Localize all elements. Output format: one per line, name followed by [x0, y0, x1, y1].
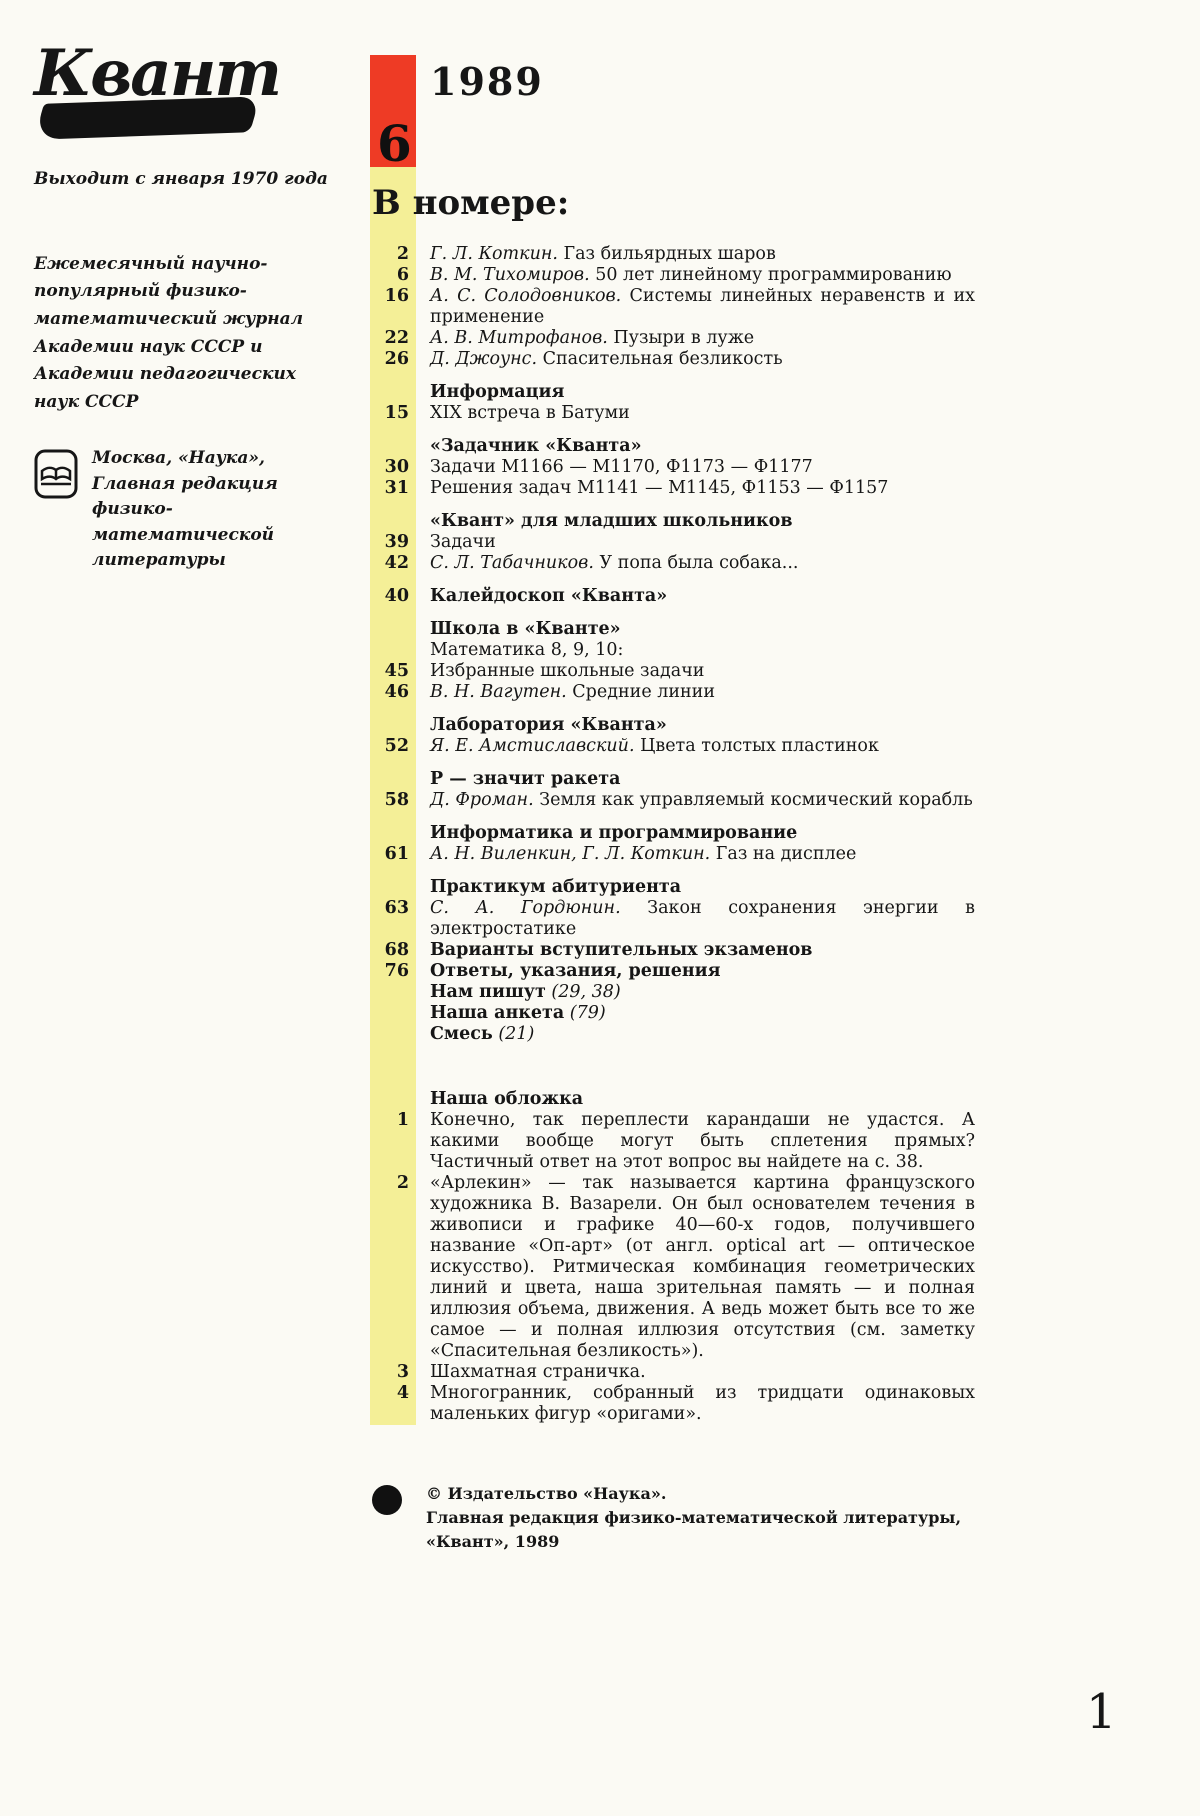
toc-entry — [370, 961, 975, 982]
toc-page-ref: 16 — [384, 285, 409, 306]
toc-entry — [370, 844, 975, 865]
toc-page-ref: 22 — [384, 327, 409, 348]
toc-entry — [370, 1110, 975, 1173]
toc-section — [370, 511, 975, 574]
toc-entry-text — [430, 940, 975, 961]
toc-page-note: (21) — [492, 1023, 535, 1044]
issue-year: 1989 — [430, 59, 544, 104]
toc-entry — [370, 823, 975, 844]
toc-author: Д. Джоунс. — [430, 348, 543, 369]
toc-page-note: (79) — [564, 1002, 606, 1023]
toc-entry — [370, 1089, 975, 1110]
copyright-line: © Издательство «Наука». — [426, 1484, 667, 1503]
toc-title-text: У попа была собака... — [599, 552, 799, 573]
issue-number-box — [370, 55, 416, 173]
toc-title-text: Смесь — [430, 1023, 493, 1044]
toc-page-ref: 4 — [396, 1382, 409, 1403]
toc-entry-text — [430, 478, 975, 499]
toc-section — [370, 769, 975, 811]
toc-author: А. С. Солодовников. — [430, 285, 630, 306]
toc-entry-text — [430, 457, 975, 478]
toc-author: В. М. Тихомиров. — [430, 264, 596, 285]
toc-section-heading — [430, 823, 975, 844]
toc-section — [370, 715, 975, 757]
toc-author: Г. Л. Коткин. — [430, 243, 564, 264]
toc-page-ref: 46 — [384, 681, 409, 702]
toc-section-heading — [430, 877, 975, 898]
toc-entry — [370, 769, 975, 790]
toc-title-text: XIX встреча в Батуми — [430, 402, 630, 423]
imprint-text — [426, 1482, 1012, 1554]
toc-title-text: Калейдоскоп «Кванта» — [430, 585, 668, 606]
toc-entry-text — [430, 532, 975, 553]
toc-page-ref: 15 — [384, 402, 409, 423]
toc-entry — [370, 286, 975, 328]
toc-entry — [370, 1024, 975, 1045]
toc-title-text: 50 лет линейному программированию — [595, 264, 952, 285]
published-since-line: Выходит с января 1970 года — [34, 169, 328, 189]
toc-title-text: «Квант» для младших школьников — [430, 510, 793, 531]
toc-entry — [370, 640, 975, 661]
toc-title-text: Нам пишут — [430, 981, 546, 1002]
toc-entry-text — [430, 286, 975, 328]
toc-section-heading — [430, 382, 975, 403]
toc-page-ref: 2 — [396, 243, 409, 264]
toc-author: С. А. Гордюнин. — [430, 897, 648, 918]
toc-section — [370, 244, 975, 370]
toc-page-note: (29, 38) — [545, 981, 621, 1002]
toc-entry-text — [430, 961, 975, 982]
bullet-circle — [372, 1485, 402, 1515]
page-number: 1 — [1086, 1684, 1117, 1740]
toc-author: Д. Фроман. — [430, 789, 540, 810]
issue-number: 6 — [377, 114, 412, 173]
toc-entry-text — [430, 790, 975, 811]
toc-title-text: Наша обложка — [430, 1088, 584, 1109]
toc-entry — [370, 1383, 975, 1425]
toc-title-text: Задачи М1166 — М1170, Ф1173 — Ф1177 — [430, 456, 813, 477]
imprint — [372, 1482, 1012, 1554]
toc-entry-text — [430, 328, 975, 349]
toc-entry — [370, 982, 975, 1003]
toc-entry — [370, 328, 975, 349]
toc-entry — [370, 715, 975, 736]
toc-entry — [370, 532, 975, 553]
toc-title: В номере: — [372, 183, 570, 223]
toc-entry-text — [430, 349, 975, 370]
toc-entry — [370, 553, 975, 574]
toc-entry — [370, 661, 975, 682]
toc-entry-text — [430, 898, 975, 940]
toc-section-cover — [370, 1089, 975, 1425]
toc-page-ref: 39 — [384, 531, 409, 552]
toc-section — [370, 877, 975, 1045]
toc-title-text: Избранные школьные задачи — [430, 660, 705, 681]
toc-title-text: Закон сохранения энергии в электростатике — [430, 897, 975, 939]
toc-entry-text — [430, 403, 975, 424]
toc-title-text: Лаборатория «Кванта» — [430, 714, 667, 735]
toc-title-text: Системы линейных неравенств и их применение — [430, 285, 975, 327]
toc-entry-text — [430, 553, 975, 574]
toc-entry — [370, 877, 975, 898]
masthead — [34, 36, 336, 574]
toc-section — [370, 436, 975, 499]
toc-entry — [370, 478, 975, 499]
toc-entry-text — [430, 586, 975, 607]
redaction-line: Главная редакция физико-математической литературы, «Квант», 1989 — [426, 1508, 962, 1551]
toc-section-heading — [430, 619, 975, 640]
toc-page-ref: 42 — [384, 552, 409, 573]
toc-title-text: Варианты вступительных экзаменов — [430, 939, 813, 960]
toc-list — [370, 244, 975, 1425]
toc-page-ref: 63 — [384, 897, 409, 918]
toc-page-ref: 40 — [384, 585, 409, 606]
toc-entry — [370, 511, 975, 532]
toc-entry — [370, 898, 975, 940]
toc-entry-text — [430, 661, 975, 682]
toc-entry — [370, 940, 975, 961]
toc-entry-text — [430, 1110, 975, 1173]
toc-entry — [370, 682, 975, 703]
toc-entry — [370, 382, 975, 403]
toc-page-ref: 30 — [384, 456, 409, 477]
toc-title-text: Практикум абитуриента — [430, 876, 682, 897]
toc-title-text: Школа в «Кванте» — [430, 618, 621, 639]
toc-entry-text — [430, 640, 975, 661]
toc-title-text: Решения задач М1141 — М1145, Ф1153 — Ф1157 — [430, 477, 889, 498]
toc-page-ref: 52 — [384, 735, 409, 756]
toc-section-heading — [430, 982, 975, 1003]
toc-page-ref: 6 — [396, 264, 409, 285]
toc-author: А. Н. Виленкин, Г. Л. Коткин. — [430, 843, 716, 864]
toc-entry — [370, 736, 975, 757]
toc-entry — [370, 790, 975, 811]
toc-entry — [370, 403, 975, 424]
toc-entry — [370, 244, 975, 265]
toc-title-text: Средние линии — [572, 681, 716, 702]
toc-page-ref: 76 — [384, 960, 409, 981]
toc-section-heading — [430, 1003, 975, 1024]
toc-section-heading — [430, 511, 975, 532]
toc-title-text: Конечно, так переплести карандаши не удастся. А какими вообще могут быть сплетения прямых? Частичный ответ на этот вопрос вы найдете на с. 38. — [430, 1109, 975, 1172]
toc-section-heading — [430, 1089, 975, 1110]
toc-author: С. Л. Табачников. — [430, 552, 600, 573]
toc-page-ref: 26 — [384, 348, 409, 369]
toc-section-heading — [430, 715, 975, 736]
toc-entry — [370, 1362, 975, 1383]
toc-page-ref: 45 — [384, 660, 409, 681]
toc-section — [370, 586, 975, 607]
contents-column — [370, 55, 975, 1425]
toc-entry — [370, 349, 975, 370]
toc-entry-text — [430, 1383, 975, 1425]
toc-page-ref: 61 — [384, 843, 409, 864]
toc-entry — [370, 1173, 975, 1362]
toc-entry-text — [430, 244, 975, 265]
toc-page-ref: 68 — [384, 939, 409, 960]
journal-description: Ежемесячный научно-популярный физико-математический журнал Академии наук СССР и Академии педагогических наук СССР — [34, 253, 304, 412]
toc-entry-text — [430, 1362, 975, 1383]
toc-title-text: Шахматная страничка. — [430, 1361, 646, 1382]
toc-page-ref: 2 — [396, 1172, 409, 1193]
toc-page-ref: 3 — [396, 1361, 409, 1382]
toc-title-text: Многогранник, собранный из тридцати одинаковых маленьких фигур «оригами». — [430, 1382, 975, 1424]
logo-text: Квант — [34, 36, 281, 111]
toc-title-text: «Задачник «Кванта» — [430, 435, 642, 456]
toc-entry-text — [430, 682, 975, 703]
toc-entry — [370, 457, 975, 478]
toc-page-ref: 31 — [384, 477, 409, 498]
toc-entry — [370, 1003, 975, 1024]
toc-page-ref: 1 — [396, 1109, 409, 1130]
toc-title-text: Газ на дисплее — [715, 843, 857, 864]
toc-title-text: Спасительная безликость — [542, 348, 783, 369]
publisher-text: Москва, «Наука», Главная редакция физико-математической литературы — [92, 448, 278, 571]
toc-title-text: Математика 8, 9, 10: — [430, 639, 624, 660]
toc-entry-text — [430, 265, 975, 286]
toc-entry — [370, 619, 975, 640]
toc-title-text: Информатика и программирование — [430, 822, 798, 843]
toc-section — [370, 382, 975, 424]
toc-author: А. В. Митрофанов. — [430, 327, 614, 348]
toc-title-text: Земля как управляемый космический корабль — [539, 789, 973, 810]
toc-title-text: Газ бильярдных шаров — [563, 243, 776, 264]
toc-entry-text — [430, 844, 975, 865]
toc-section — [370, 823, 975, 865]
toc-entry — [370, 265, 975, 286]
toc-title-text: Ответы, указания, решения — [430, 960, 721, 981]
toc-title-text: Пузыри в луже — [613, 327, 755, 348]
toc-section-heading — [430, 769, 975, 790]
toc-title-text: Задачи — [430, 531, 496, 552]
toc-section-heading — [430, 436, 975, 457]
toc-title-text: Наша анкета — [430, 1002, 565, 1023]
toc-entry — [370, 436, 975, 457]
toc-author: В. Н. Вагутен. — [430, 681, 573, 702]
toc-entry — [370, 586, 975, 607]
toc-section — [370, 619, 975, 703]
nauka-publisher-icon — [34, 449, 78, 503]
toc-author: Я. Е. Амстиславский. — [430, 735, 641, 756]
toc-section-heading — [430, 1024, 975, 1045]
toc-page-ref: 58 — [384, 789, 409, 810]
toc-entry-text — [430, 1173, 975, 1362]
toc-title-text: «Арлекин» — так называется картина французского художника В. Вазарели. Он был основателем течения в живописи и графике 40—60-х годов, получившего название «Оп-арт» (от англ. optical art — оптическое искусство). Ритмическая комбинация геометрических линий и цвета, наша зрительная память — и полная иллюзия объема, движения. А ведь может быть все то же самое — и полная иллюзия отсутствия (см. заметку «Спасительная безликость»). — [430, 1172, 975, 1361]
toc-title-text: Цвета толстых пластинок — [640, 735, 879, 756]
toc-entry-text — [430, 736, 975, 757]
toc-title-text: Информация — [430, 381, 565, 402]
toc-title-text: Р — значит ракета — [430, 768, 621, 789]
kvant-logo — [34, 36, 336, 160]
publisher-block — [34, 446, 336, 574]
